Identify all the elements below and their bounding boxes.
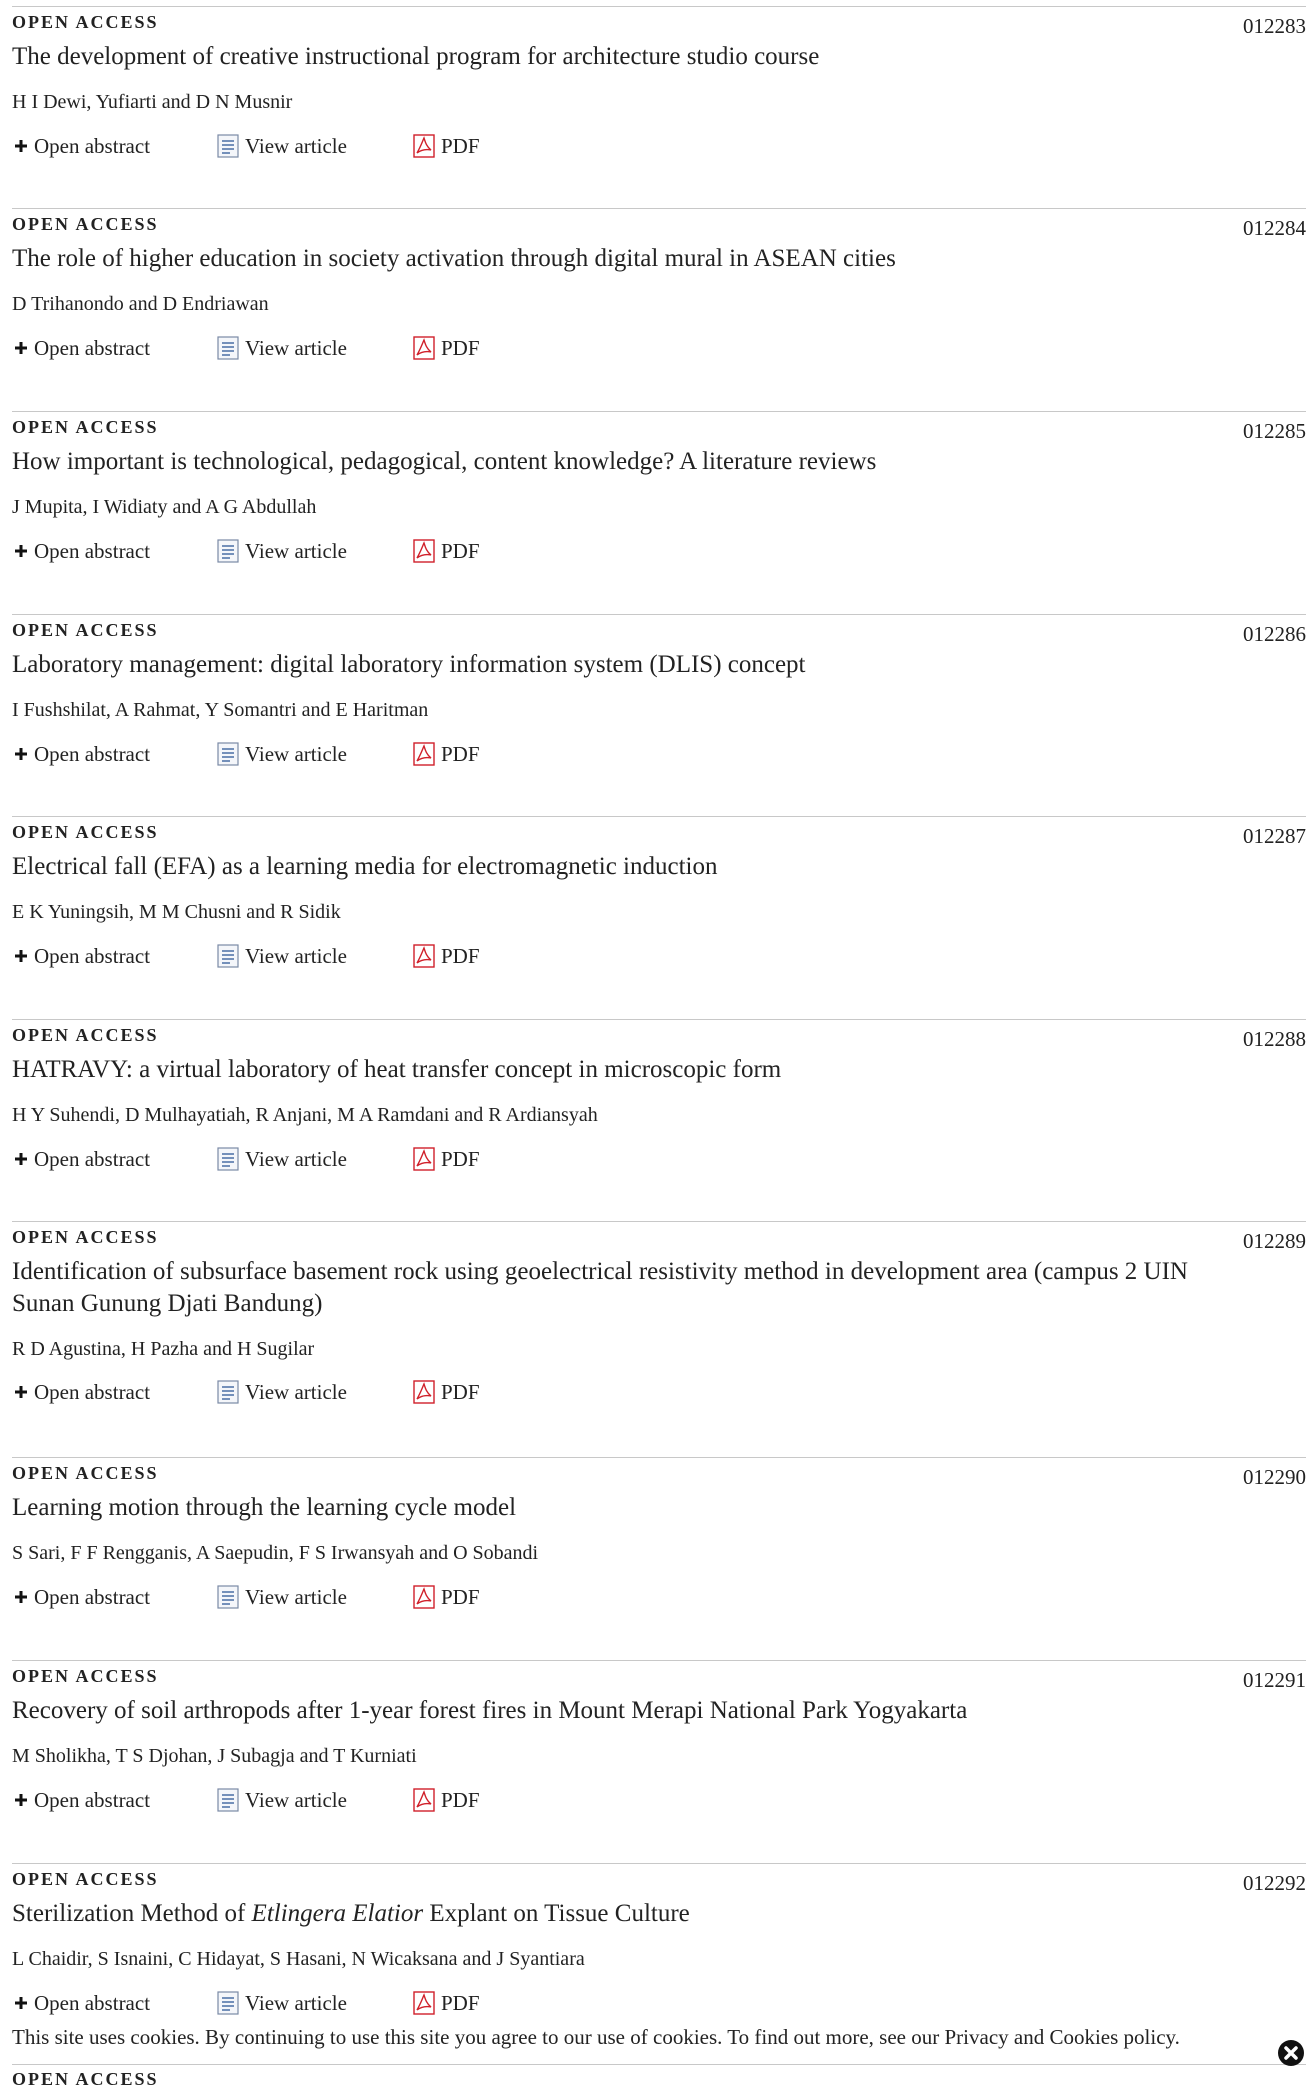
open-abstract-button[interactable] [14, 941, 150, 971]
open-abstract-button[interactable] [14, 131, 150, 161]
article-item [12, 614, 1306, 815]
plus-icon [14, 341, 34, 355]
open-abstract-button[interactable] [14, 1582, 150, 1612]
article-item [12, 1660, 1306, 1861]
article-document-icon [217, 944, 245, 968]
action-label: PDF [441, 1584, 480, 1609]
pdf-icon [413, 1585, 441, 1609]
action-label: Open abstract [34, 335, 151, 360]
open-abstract-button[interactable] [14, 536, 150, 566]
article-item [12, 1457, 1306, 1658]
title-text: Sterilization Method of [12, 1900, 252, 1927]
cookie-notice-text: This site uses cookies. By continuing to use this site you agree to our use of cookies. To find out more, see our Privacy and Cookies policy. [12, 2025, 1180, 2049]
action-label: Open abstract [34, 538, 151, 563]
article-actions [12, 536, 612, 566]
article-document-icon [217, 1788, 245, 1812]
view-article-button[interactable] [217, 1582, 347, 1612]
pdf-button[interactable] [413, 1582, 480, 1612]
action-label: View article [245, 538, 347, 563]
article-number: 012287 [1243, 824, 1306, 848]
article-actions [12, 1988, 612, 2018]
article-title-link[interactable]: Identification of subsurface basement rock using geoelectrical resistivity method in development area (campus 2 UIN Sunan Gunung Djati Bandung) [12, 1258, 1188, 1317]
cookie-banner [0, 2020, 1307, 2070]
article-title-link[interactable]: How important is technological, pedagogical, content knowledge? A literature reviews [12, 448, 877, 475]
action-label: View article [245, 1584, 347, 1609]
article-number: 012291 [1243, 1668, 1306, 1692]
pdf-icon [413, 336, 441, 360]
article-document-icon [217, 1380, 245, 1404]
open-access-badge: OPEN ACCESS [12, 1666, 159, 1686]
article-number: 012289 [1243, 1229, 1306, 1253]
article-actions [12, 131, 612, 161]
article-authors: E K Yuningsih, M M Chusni and R Sidik [12, 901, 341, 923]
open-access-badge: OPEN ACCESS [12, 1869, 159, 1889]
pdf-button[interactable] [413, 536, 480, 566]
action-label: View article [245, 335, 347, 360]
view-article-button[interactable] [217, 739, 347, 769]
title-italic-text: Etlingera Elatior [251, 1900, 424, 1927]
action-label: Open abstract [34, 1146, 151, 1171]
plus-icon [14, 1590, 34, 1604]
pdf-icon [413, 1788, 441, 1812]
open-abstract-button[interactable] [14, 333, 150, 363]
open-access-badge: OPEN ACCESS [12, 1463, 159, 1483]
action-label: Open abstract [34, 1990, 151, 2015]
action-label: PDF [441, 133, 480, 158]
article-authors: H I Dewi, Yufiarti and D N Musnir [12, 91, 293, 113]
article-authors: R D Agustina, H Pazha and H Sugilar [12, 1338, 315, 1360]
article-title-link[interactable]: Recovery of soil arthropods after 1-year forest fires in Mount Merapi National Park Yogyakarta [12, 1697, 968, 1724]
article-document-icon [217, 1991, 245, 2015]
pdf-icon [413, 742, 441, 766]
action-label: PDF [441, 538, 480, 563]
article-document-icon [217, 539, 245, 563]
article-title-link[interactable]: The role of higher education in society activation through digital mural in ASEAN cities [12, 245, 896, 272]
action-label: Open abstract [34, 1584, 151, 1609]
article-authors: H Y Suhendi, D Mulhayatiah, R Anjani, M A Ramdani and R Ardiansyah [12, 1104, 598, 1126]
article-actions [12, 739, 612, 769]
plus-icon [14, 139, 34, 153]
article-actions [12, 1377, 612, 1407]
action-label: View article [245, 1990, 347, 2015]
article-number: 012286 [1243, 622, 1306, 646]
view-article-button[interactable] [217, 1785, 347, 1815]
action-label: PDF [441, 943, 480, 968]
article-authors: M Sholikha, T S Djohan, J Subagja and T Kurniati [12, 1745, 417, 1767]
article-authors: I Fushshilat, A Rahmat, Y Somantri and E Haritman [12, 699, 429, 721]
pdf-icon [413, 1380, 441, 1404]
view-article-button[interactable] [217, 131, 347, 161]
article-actions [12, 1582, 612, 1612]
action-label: PDF [441, 1787, 480, 1812]
action-label: View article [245, 1379, 347, 1404]
view-article-button[interactable] [217, 941, 347, 971]
article-title-link[interactable]: HATRAVY: a virtual laboratory of heat transfer concept in microscopic form [12, 1056, 782, 1083]
action-label: PDF [441, 335, 480, 360]
article-document-icon [217, 134, 245, 158]
pdf-icon [413, 1991, 441, 2015]
article-item [12, 1019, 1306, 1220]
article-actions [12, 333, 612, 363]
open-access-badge: OPEN ACCESS [12, 12, 159, 32]
plus-icon [14, 949, 34, 963]
open-abstract-button[interactable] [14, 1785, 150, 1815]
article-authors: S Sari, F F Rengganis, A Saepudin, F S Irwansyah and O Sobandi [12, 1542, 539, 1564]
action-label: View article [245, 1146, 347, 1171]
article-title-link[interactable]: Electrical fall (EFA) as a learning media for electromagnetic induction [12, 853, 718, 880]
open-access-badge: OPEN ACCESS [12, 2069, 159, 2089]
pdf-button[interactable] [413, 739, 480, 769]
title-text: Explant on Tissue Culture [423, 1900, 690, 1927]
action-label: Open abstract [34, 741, 151, 766]
open-abstract-button[interactable] [14, 739, 150, 769]
article-authors: D Trihanondo and D Endriawan [12, 293, 269, 315]
view-article-button[interactable] [217, 1988, 347, 2018]
action-label: PDF [441, 1379, 480, 1404]
article-item [12, 411, 1306, 612]
article-title-link[interactable]: Laboratory management: digital laboratory information system (DLIS) concept [12, 651, 806, 678]
pdf-icon [413, 134, 441, 158]
pdf-button[interactable] [413, 1377, 480, 1407]
pdf-button[interactable] [413, 941, 480, 971]
article-actions [12, 941, 612, 971]
article-number: 012284 [1243, 216, 1306, 240]
plus-icon [14, 1385, 34, 1399]
article-number: 012292 [1243, 1871, 1306, 1895]
action-label: View article [245, 741, 347, 766]
article-number: 012288 [1243, 1027, 1306, 1051]
article-actions [12, 1144, 612, 1174]
article-title-link[interactable]: The development of creative instructional program for architecture studio course [12, 43, 820, 70]
article-authors: L Chaidir, S Isnaini, C Hidayat, S Hasani, N Wicaksana and J Syantiara [12, 1948, 585, 1970]
plus-icon [14, 747, 34, 761]
pdf-button[interactable] [413, 333, 480, 363]
action-label: Open abstract [34, 1379, 151, 1404]
article-document-icon [217, 1585, 245, 1609]
article-number: 012290 [1243, 1465, 1306, 1489]
article-number: 012285 [1243, 419, 1306, 443]
divider [12, 2064, 1306, 2065]
view-article-button[interactable] [217, 536, 347, 566]
article-authors: J Mupita, I Widiaty and A G Abdullah [12, 496, 317, 518]
action-label: View article [245, 133, 347, 158]
article-actions [12, 1785, 612, 1815]
open-access-badge: OPEN ACCESS [12, 1227, 159, 1247]
article-document-icon [217, 336, 245, 360]
action-label: PDF [441, 1146, 480, 1171]
plus-icon [14, 1996, 34, 2010]
open-access-badge: OPEN ACCESS [12, 620, 159, 640]
pdf-icon [413, 944, 441, 968]
plus-icon [14, 1152, 34, 1166]
action-label: View article [245, 1787, 347, 1812]
open-access-badge: OPEN ACCESS [12, 214, 159, 234]
close-circle-icon[interactable] [1277, 2039, 1305, 2067]
pdf-button[interactable] [413, 1785, 480, 1815]
article-number: 012283 [1243, 14, 1306, 38]
pdf-button[interactable] [413, 1988, 480, 2018]
open-access-badge: OPEN ACCESS [12, 822, 159, 842]
pdf-button[interactable] [413, 1144, 480, 1174]
open-access-badge: OPEN ACCESS [12, 1025, 159, 1045]
plus-icon [14, 1793, 34, 1807]
pdf-button[interactable] [413, 131, 480, 161]
article-item [12, 208, 1306, 409]
article-item [12, 1221, 1306, 1422]
article-document-icon [217, 742, 245, 766]
pdf-icon [413, 539, 441, 563]
open-access-badge: OPEN ACCESS [12, 417, 159, 437]
plus-icon [14, 544, 34, 558]
article-title-link[interactable] [12, 1898, 1192, 1930]
open-abstract-button[interactable] [14, 1377, 150, 1407]
action-label: View article [245, 943, 347, 968]
view-article-button[interactable] [217, 333, 347, 363]
open-abstract-button[interactable] [14, 1144, 150, 1174]
action-label: PDF [441, 741, 480, 766]
article-document-icon [217, 1147, 245, 1171]
action-label: PDF [441, 1990, 480, 2015]
article-item [12, 816, 1306, 1017]
open-abstract-button[interactable] [14, 1988, 150, 2018]
article-item [12, 6, 1306, 207]
action-label: Open abstract [34, 943, 151, 968]
action-label: Open abstract [34, 133, 151, 158]
action-label: Open abstract [34, 1787, 151, 1812]
view-article-button[interactable] [217, 1144, 347, 1174]
view-article-button[interactable] [217, 1377, 347, 1407]
article-title-link[interactable]: Learning motion through the learning cycle model [12, 1494, 517, 1521]
pdf-icon [413, 1147, 441, 1171]
